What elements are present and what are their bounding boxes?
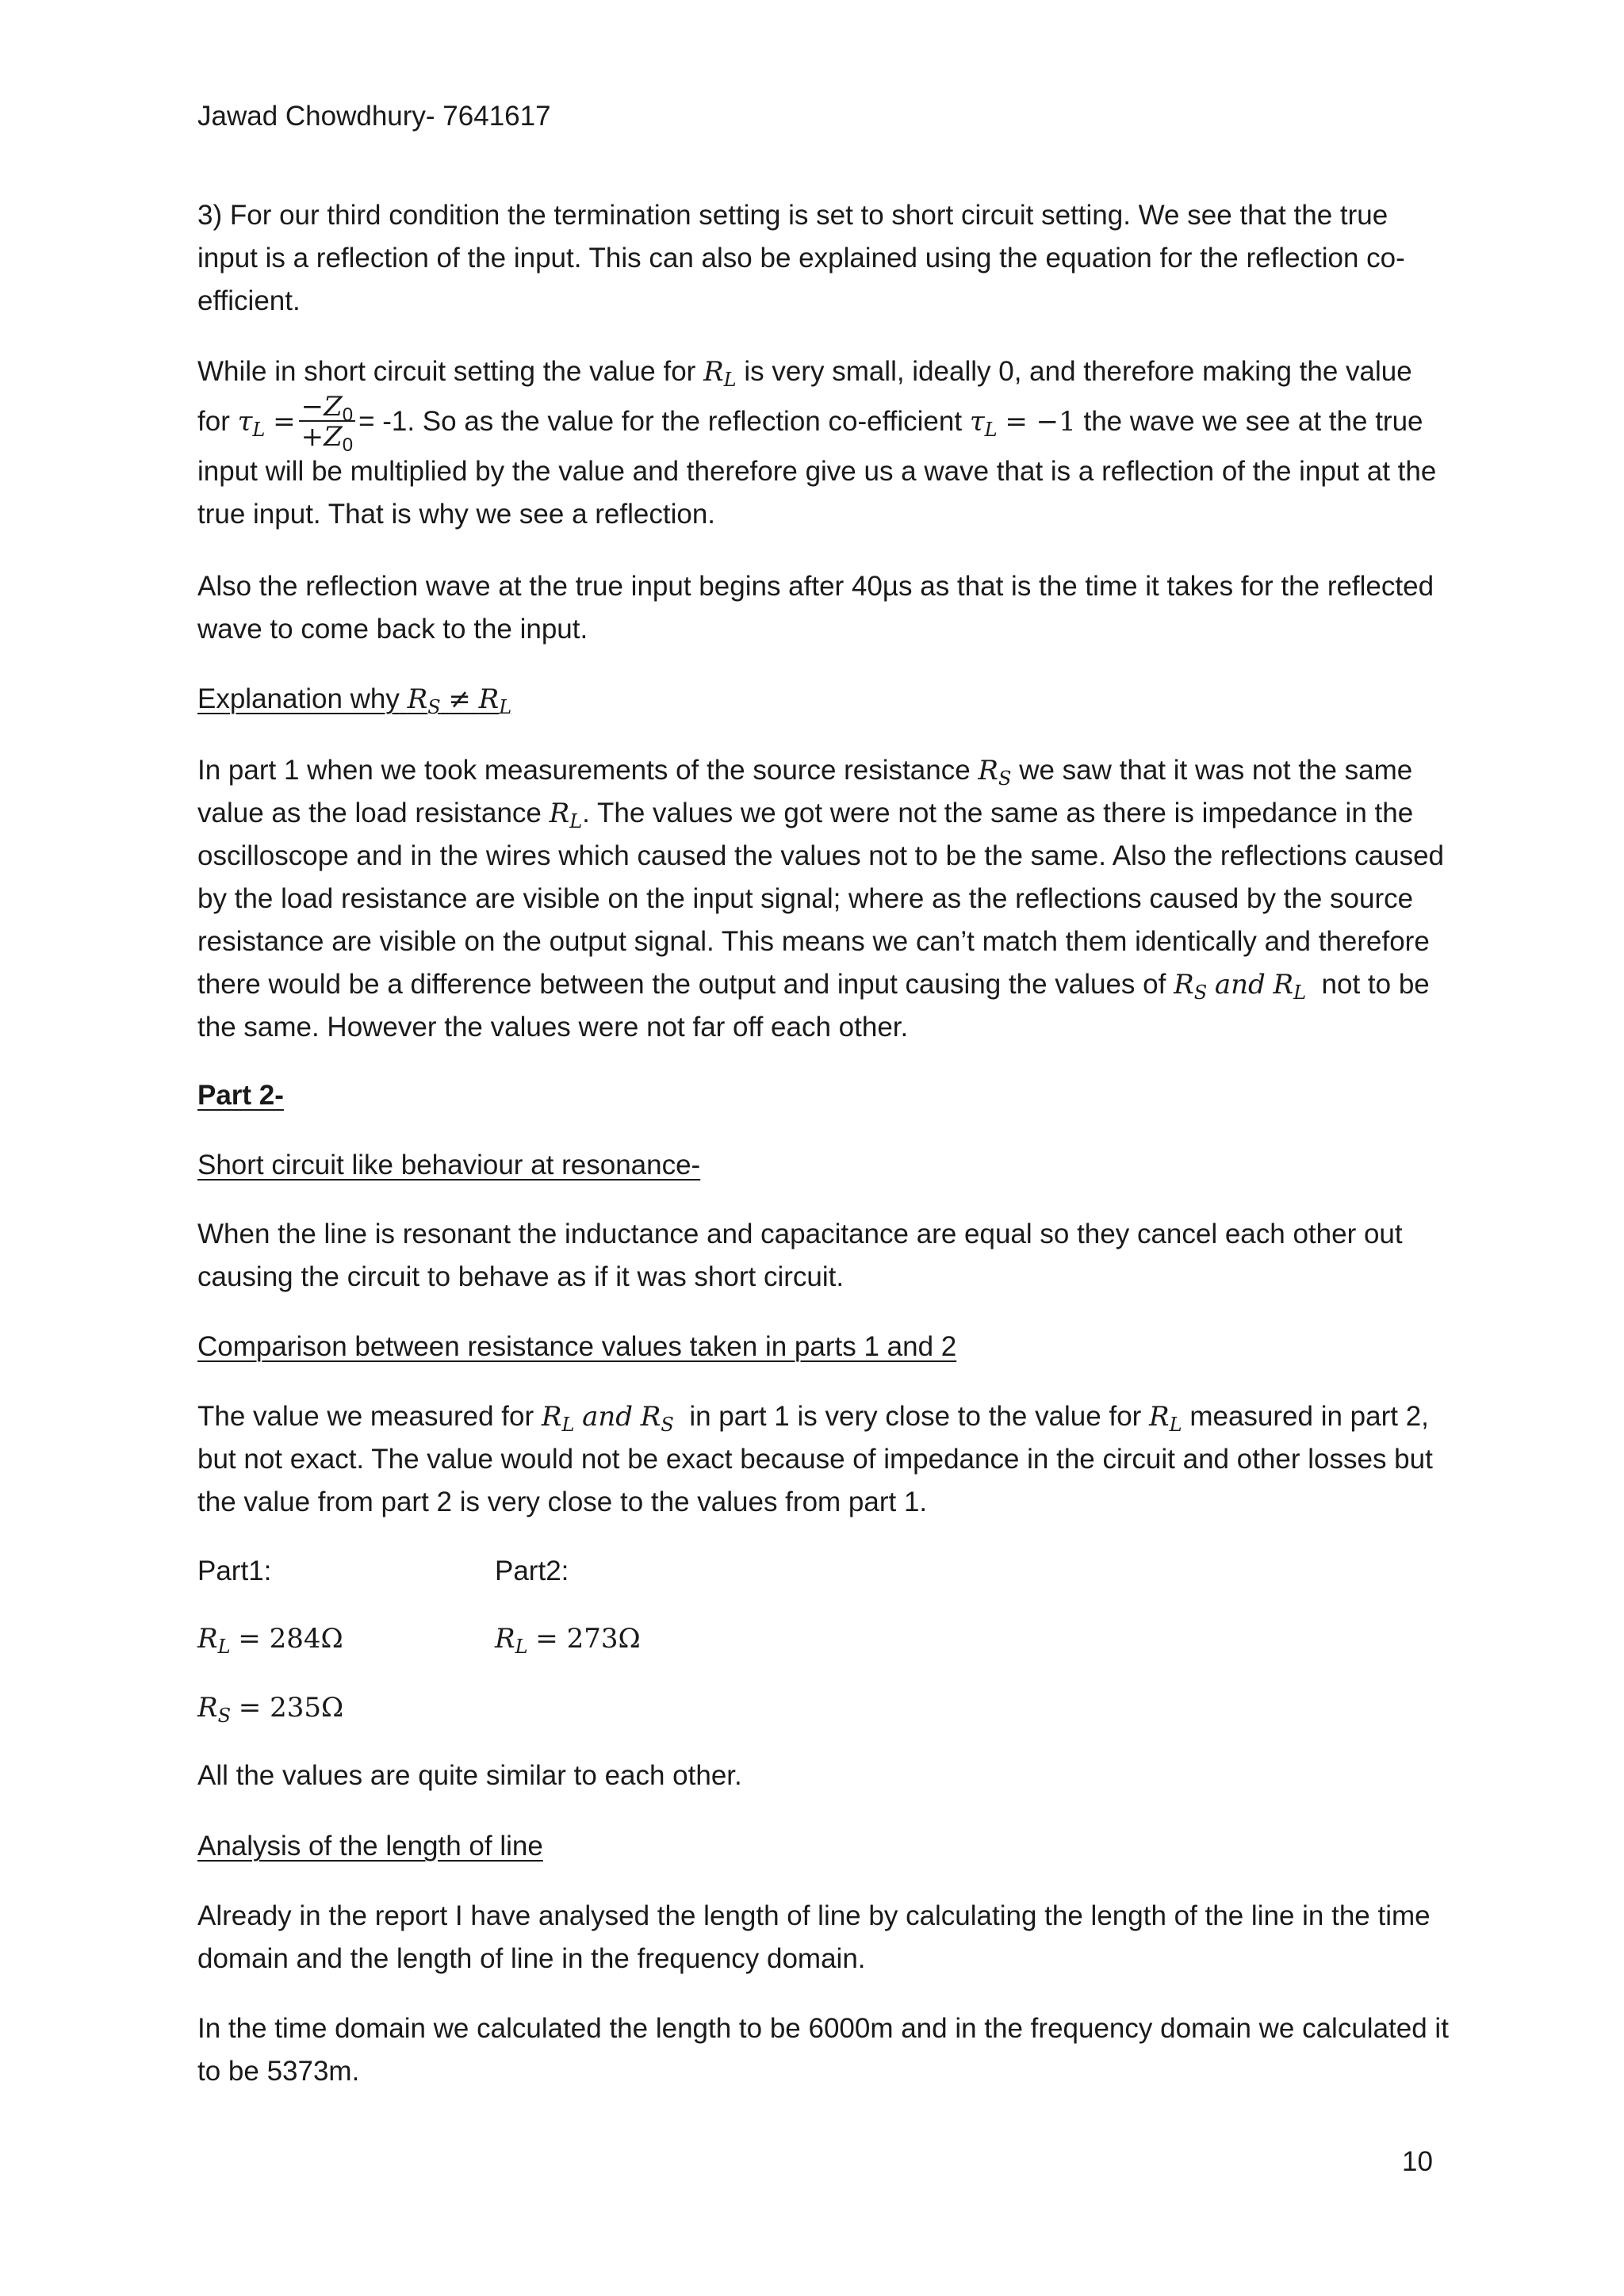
part2-label: Part2: xyxy=(495,1556,569,1586)
paragraph-reflection-time: Also the reflection wave at the true input begins after 40µs as that is the time it takes for the reflected wave to come back to the input. xyxy=(197,571,1434,645)
paragraph-resonance: When the line is resonant the inductance and capacitance are equal so they cancel each other out causing the circuit to behave as if it was short circuit. xyxy=(197,1219,1403,1292)
paragraph-length-analysis: Already in the report I have analysed the length of line by calculating the length of the line in the time domain and the length of line in the frequency domain. xyxy=(197,1900,1431,1974)
part1-label: Part1: xyxy=(197,1556,272,1586)
heading-short-circuit-resonance: Short circuit like behaviour at resonance- xyxy=(197,1150,701,1181)
paragraph-similar-values: All the values are quite similar to each other. xyxy=(197,1760,742,1791)
part1-rl-value: $R_L = 284\Omega$ xyxy=(197,1623,343,1658)
page-header: Jawad Chowdhury- 7641617 xyxy=(197,101,551,132)
part2-rl-value: $R_L = 273\Omega$ xyxy=(495,1623,641,1658)
paragraph-third-condition: 3) For our third condition the termination setting is set to short circuit setting. We see that the true input is a reflection of the input. This can also be explained using the equation for the reflection co-efficient. xyxy=(197,200,1405,316)
heading-explanation: Explanation why $R_S \ne R_L$ xyxy=(197,683,512,718)
paragraph-part1-explanation: In part 1 when we took measurements of the source resistance $R_S$ we saw that it was not the same value as the load resistance $R_L$. The values we got were not the same as there is impedance in the oscilloscope and in the wires which caused the values not to be the same. Also the reflections caused by the load resistance are visible on the input signal; where as the reflections caused by the source resistance are visible on the output signal. This means we can’t match them identically and therefore there would be a difference between the output and input causing the values of $R_S$ and $R_L$ not to be the same. However the values were not far off each other. xyxy=(197,755,1445,1043)
heading-length-analysis: Analysis of the length of line xyxy=(197,1831,543,1862)
part1-rs-value: $R_S = 235\Omega$ xyxy=(197,1692,344,1727)
heading-part-2: Part 2- xyxy=(197,1080,284,1111)
paragraph-length-results: In the time domain we calculated the length to be 6000m and in the frequency domain we calculated it to be 5373m. xyxy=(197,2013,1449,2087)
reflection-fraction: $\frac{-Z_0}{+Z_0}$ xyxy=(299,393,355,450)
paragraph-short-circuit-value: While in short circuit setting the value for $R_L$ is very small, ideally 0, and therefore making the value for $\tau_L$ = $\frac{-Z_0}{+Z_0}$ = -1. So as the value for the reflection co-efficient $\tau_L = -1$ the wave we see at the true input will be multiplied by the value and therefore give us a wave that is a reflection of the input at the true input. That is why we see a reflection. xyxy=(197,356,1437,530)
paragraph-comparison: The value we measured for $R_L$ and $R_S$ in part 1 is very close to the value for $R_L$ measured in part 2, but not exact. The value would not be exact because of impedance in the circuit and other losses but the value from part 2 is very close to the values from part 1. xyxy=(197,1401,1433,1517)
page-number: 10 xyxy=(1402,2146,1433,2177)
heading-comparison: Comparison between resistance values taken in parts 1 and 2 xyxy=(197,1331,957,1362)
